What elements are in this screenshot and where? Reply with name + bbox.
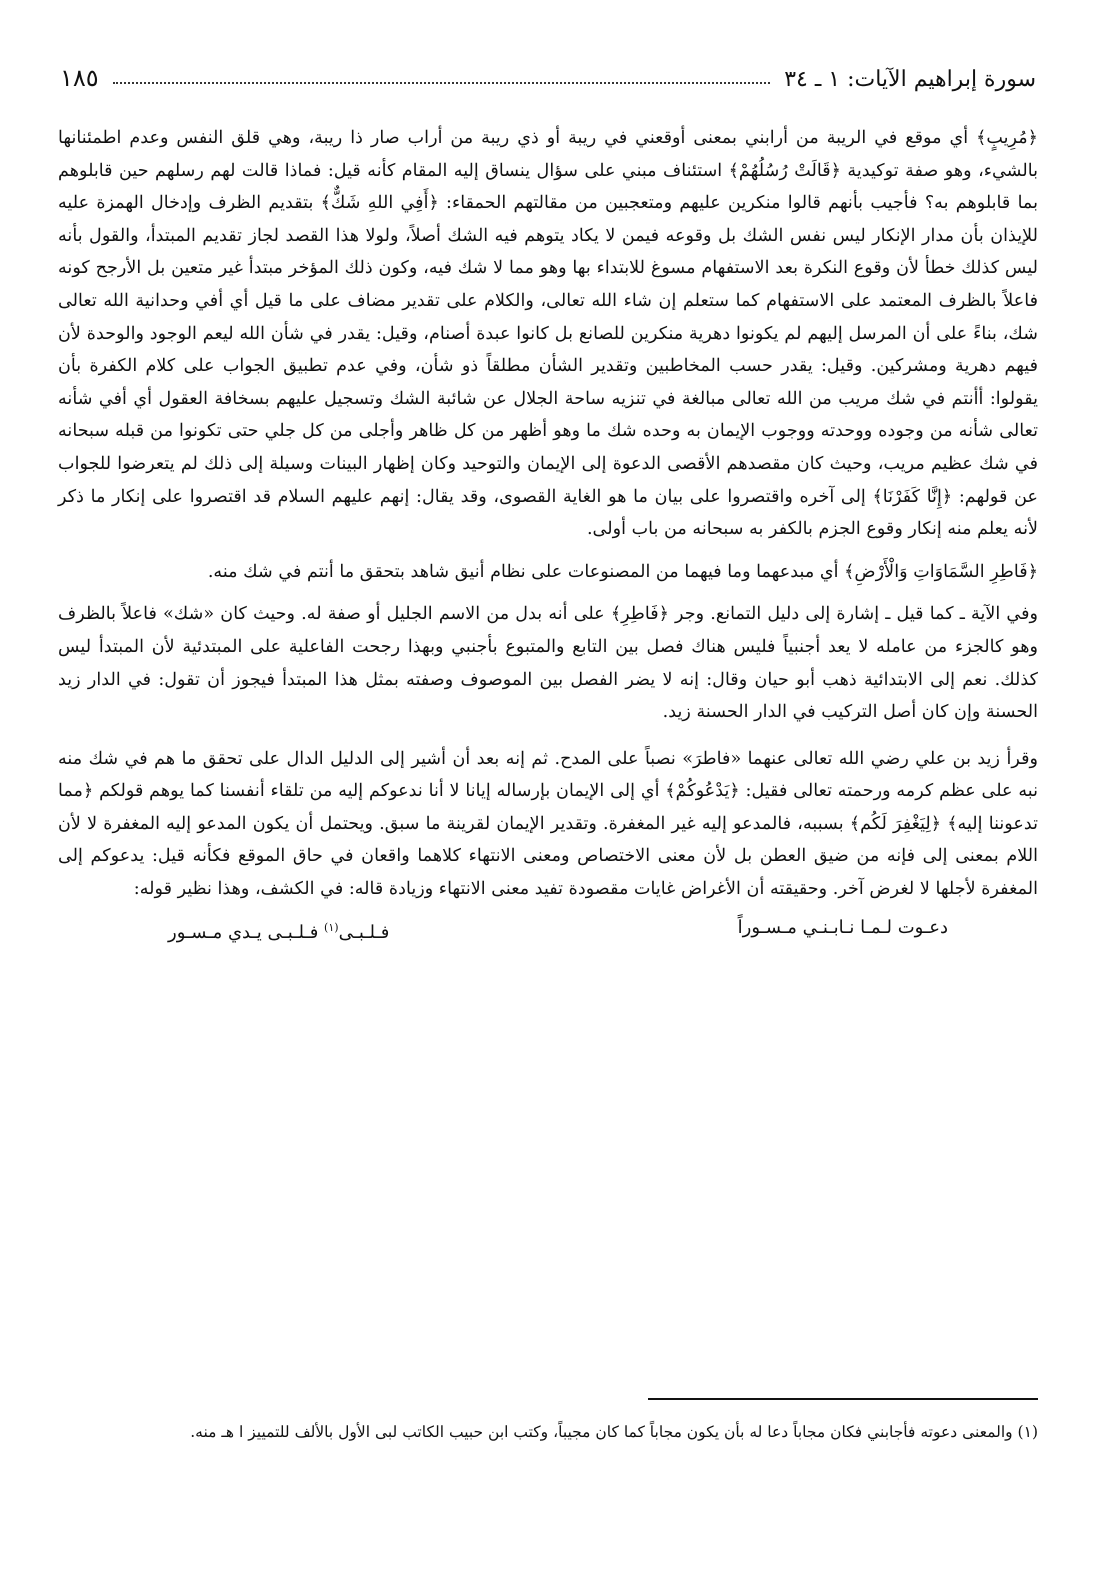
dotted-leader [113,82,771,84]
footnote: (١) والمعنى دعوته فأجابني فكان مجاباً دعا له بأن يكون مجاباً كما كان مجيباً، وكتب ابن حبيب الكاتب لبى الأول بالألف للتمييز ا هـ منه. [190,1423,1038,1441]
verse-word: فـلـبـى [338,921,390,943]
page-number: ١٨٥ [60,64,99,92]
verse-hemistich-2 [168,908,389,953]
running-header [60,52,1036,92]
paragraph-1: ﴿مُرِيبٍ﴾ أي موقع في الريبة من أرابني بمعنى أوقعني في ريبة أو ذي ريبة من أراب صار ذا ريبة، وهي قلق النفس وعدم اطمئنانها بالشيء، وهو صفة توكيدية ﴿قَالَتْ رُسُلُهُمْ﴾ استئناف مبني على سؤال ينساق إليه المقام كأنه قيل: فماذا قالت لهم رسلهم حين قابلوهم بما قابلوهم به؟ فأجيب بأنهم قالوا منكرين عليهم ومتعجبين من مقالتهم الحمقاء: ﴿أَفِي اللهِ شَكٌّ﴾ بتقديم الظرف وإدخال الهمزة عليه للإيذان بأن مدار الإنكار ليس نفس الشك بل وقوعه فيمن لا يكاد يتوهم فيه الشك أصلاً، ولولا هذا القصد لجاز تقديم المبتدأ، والقول بأنه ليس كذلك خطأ لأن وقوع النكرة بعد الاستفهام مسوغ للابتداء بها وهو مما لا شك فيه، وكون ذلك المؤخر مبتدأ غير متعين بل الأرجح كونه فاعلاً بالظرف المعتمد على الاستفهام كما ستعلم إن شاء الله تعالى، والكلام على تقدير مضاف على ما قيل أي أفي وحدانية الله تعالى شك، بناءً على أن المرسل إليهم لم يكونوا دهرية منكرين للصانع بل كانوا عبدة أصنام، وقيل: يقدر في شأن الله ليعم الوجود والوحدة لأن فيهم دهرية ومشركين. وقيل: يقدر حسب المخاطبين وتقدير الشأن مطلقاً ذو شأن، وفي عدم تطبيق الجواب على كلام الكفرة بأن يقولوا: أأنتم في شك مريب من الله تعالى مبالغة في تنزيه ساحة الجلال عن شائبة الشك وتسجيل عليهم بسخافة العقول أي أفي شأنه تعالى شأنه من وجوده ووحدته ووجوب الإيمان به وحده شك ما وهو أظهر من كل ظاهر وأجلى من كل جلي حتى تكونوا من قبله سبحانه في شك عظيم مريب، وحيث كان مقصدهم الأقصى الدعوة إلى الإيمان والتوحيد وكان إظهار البينات وسيلة إلى ذلك لم يتعرضوا للجواب عن قولهم: ﴿إِنَّا كَفَرْنَا﴾ إلى آخره واقتصروا على بيان ما هو الغاية القصوى، وقد يقال: إنهم عليهم السلام قد اقتصروا على إنكار ما ذكر لأنه يعلم منه إنكار وقوع الجزم بالكفر به سبحانه من باب أولى. [58,128,1038,540]
verse-hemistich-1: دعـوت لـمـا نـابـنـي مـسـوراً [737,916,948,938]
paragraph-3: وفي الآية ـ كما قيل ـ إشارة إلى دليل التمانع. وجر ﴿فَاطِرِ﴾ على أنه بدل من الاسم الجليل أو صفة له. وحيث كان «شك» فاعلاً بالظرف وهو كالجزء من عامله لا يعد أجنبياً فليس هناك فصل بين التابع والمتبوع بأجنبي وبهذا رجحت الفاعلية على المبتدئية لأن المبتدأ ليس كذلك. نعم إلى الابتدائية ذهب أبو حيان وقال: إنه لا يضر الفصل بين الموصوف وصفته بمثل هذا المبتدأ فيجوز أن تقول: في الدار زيد الحسنة وإن كان أصل التركيب في الدار الحسنة زيد. [58,604,1038,723]
paragraph-4: وقرأ زيد بن علي رضي الله تعالى عنهما «فاطرَ» نصباً على المدح. ثم إنه بعد أن أشير إلى الدليل الدال على تحقق ما هم في شك منه نبه على عظم كرمه ورحمته تعالى فقيل: ﴿يَدْعُوكُمْ﴾ أي إلى الإيمان بإرساله إيانا لا أنا ندعوكم إليه من تلقاء أنفسنا كما يوهم قولكم ﴿مما تدعوننا إليه﴾ ﴿لِيَغْفِرَ لَكُم﴾ بسببه، فالمدعو إليه غير المغفرة. وتقدير الإيمان لقرينة ما سبق. ويحتمل أن يكون المدعو إليه المغفرة لا لأن اللام بمعنى إلى فإنه من ضيق العطن بل لأن معنى الاختصاص ومعنى الانتهاء كلاهما واقعان في حاق الموقع فكأنه قيل: يدعوكم إلى المغفرة لأجلها لا لغرض آخر. وحقيقته أن الأغراض غايات مقصودة تفيد معنى الانتهاء وزيادة قاله: في الكشف، وهذا نظير قوله: [58,748,1038,900]
footnote-separator [648,1398,1038,1400]
header-title: سورة إبراهيم الآيات: ١ ـ ٣٤ [784,67,1036,92]
main-text [58,122,1038,953]
paragraph-2: ﴿فَاطِرِ السَّمَاوَاتِ وَالْأَرْضِ﴾ أي مبدعهما وما فيهما من المصنوعات على نظام أنيق شاهد بتحقق ما أنتم في شك منه. [207,561,1038,582]
poetry-verse [58,908,1038,953]
verse-hemistich-2-rest: فـلـبـى يـدي مـسـور [168,921,325,943]
footnote-marker: (١) [324,920,339,934]
